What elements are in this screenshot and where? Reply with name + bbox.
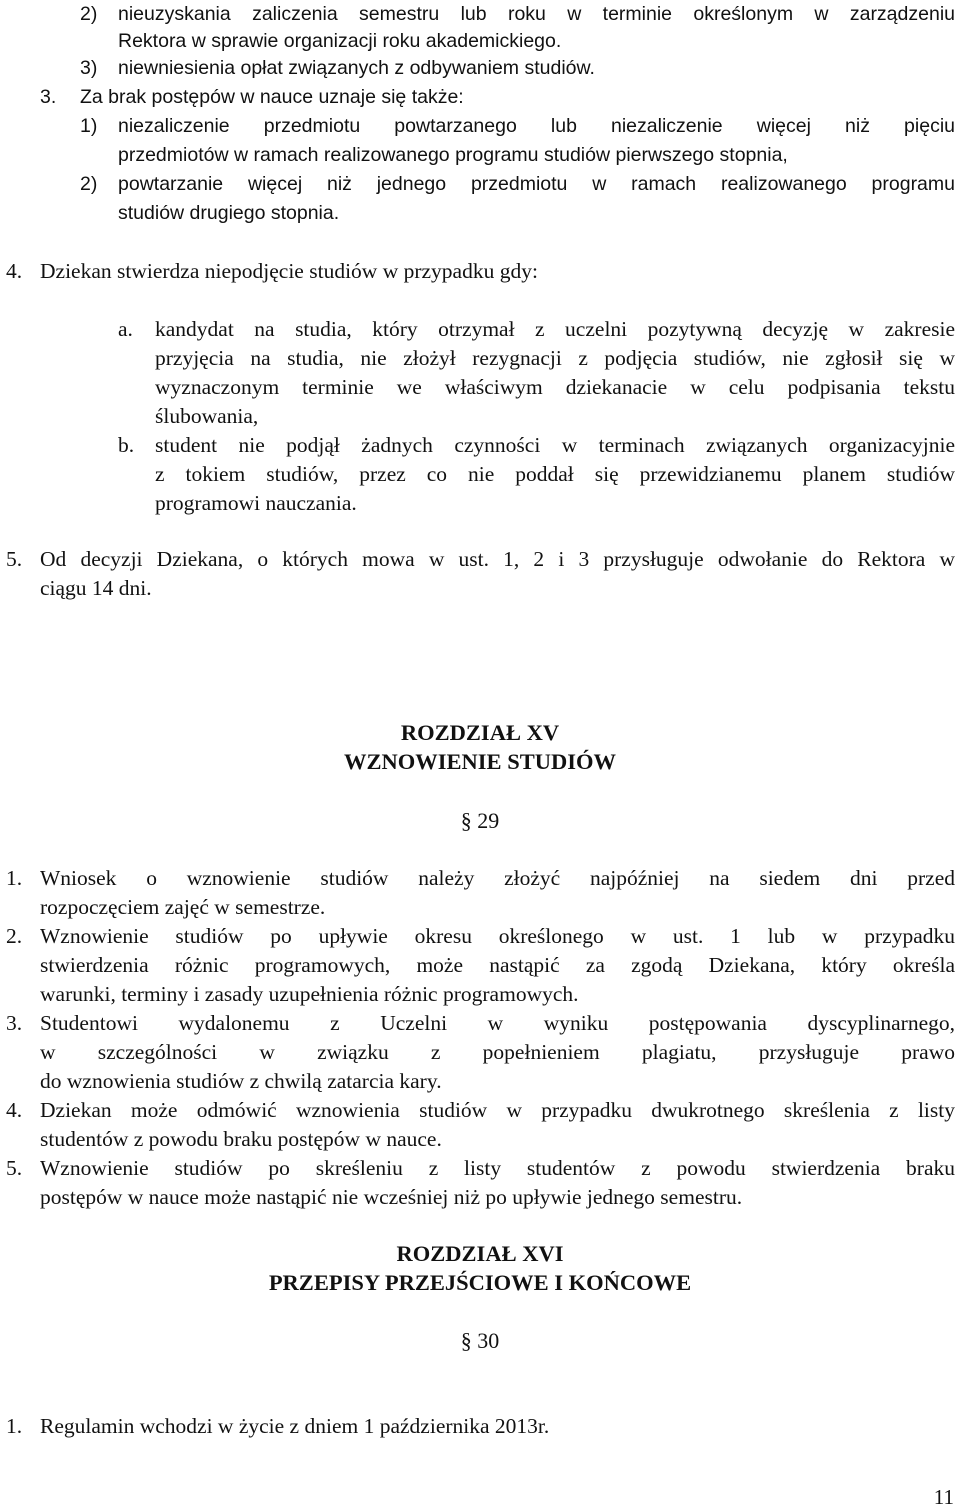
point-intro: Za brak postępów w nauce uznaje się także: xyxy=(80,86,464,108)
list-item-text: ślubowania, xyxy=(155,404,259,428)
list-item-text: przyjęcia na studia, nie złożył rezygnacji z podjęcia studiów, nie zgłosił się w xyxy=(155,346,955,370)
paragraph-text: rozpoczęciem zajęć w semestrze. xyxy=(40,895,326,919)
list-item-text: z tokiem studiów, przez co nie poddał się przewidzianemu planem studiów xyxy=(155,462,955,486)
section-mark: § 30 xyxy=(460,1328,500,1353)
chapter-title: ROZDZIAŁ XV xyxy=(400,720,560,745)
paragraph-number: 2. xyxy=(6,924,23,948)
point-text: Od decyzji Dziekana, o których mowa w ust. 1, 2 i 3 przysługuje odwołanie do Rektora w xyxy=(40,547,955,571)
paragraph-number: 3. xyxy=(6,1011,23,1035)
paragraph-text: do wznowienia studiów z chwilą zatarcia kary. xyxy=(40,1069,442,1093)
point-intro: Dziekan stwierdza niepodjęcie studiów w przypadku gdy: xyxy=(40,259,538,283)
paragraph-text: Regulamin wchodzi w życie z dniem 1 października 2013r. xyxy=(40,1414,550,1438)
list-item-text: kandydat na studia, który otrzymał z uczelni pozytywną decyzję w zakresie xyxy=(155,317,955,341)
list-number: b. xyxy=(118,433,135,457)
point-number: 4. xyxy=(6,259,23,283)
point-number: 5. xyxy=(6,547,23,571)
paragraph-number: 4. xyxy=(6,1098,23,1122)
section-mark: § 29 xyxy=(460,808,500,833)
list-item-text: Rektora w sprawie organizacji roku akademickiego. xyxy=(118,30,562,52)
point-text: ciągu 14 dni. xyxy=(40,576,152,600)
list-item-text: niewniesienia opłat związanych z odbywaniem studiów. xyxy=(118,57,595,79)
point-number: 3. xyxy=(40,86,57,108)
paragraph-text: Wznowienie studiów po upływie okresu określonego w ust. 1 lub w przypadku xyxy=(40,924,955,948)
paragraph-number: 1. xyxy=(6,1414,23,1438)
paragraph-text: stwierdzenia różnic programowych, może nastąpić za zgodą Dziekana, który określa xyxy=(40,953,955,977)
list-number: 2) xyxy=(80,173,98,195)
list-item-text: programowi nauczania. xyxy=(155,491,357,515)
list-item-text: wyznaczonym terminie we właściwym dziekanacie w celu podpisania tekstu xyxy=(155,375,955,399)
list-item-text: studiów drugiego stopnia. xyxy=(118,202,340,224)
paragraph-text: warunki, terminy i zasady uzupełnienia różnic programowych. xyxy=(40,982,579,1006)
list-item-text: przedmiotów w ramach realizowanego programu studiów pierwszego stopnia, xyxy=(118,144,788,166)
list-number: 1) xyxy=(80,115,98,137)
list-item-text: powtarzanie więcej niż jednego przedmiotu w ramach realizowanego programu xyxy=(118,173,955,195)
paragraph-text: w szczególności w związku z popełnieniem plagiatu, przysługuje prawo xyxy=(40,1040,955,1064)
chapter-subtitle: PRZEPISY PRZEJŚCIOWE I KOŃCOWE xyxy=(268,1270,692,1295)
chapter-subtitle: WZNOWIENIE STUDIÓW xyxy=(344,749,616,774)
list-number: 3) xyxy=(80,57,98,79)
paragraph-text: Studentowi wydalonemu z Uczelni w wyniku postępowania dyscyplinarnego, xyxy=(40,1011,955,1035)
paragraph-number: 1. xyxy=(6,866,23,890)
list-item-text: student nie podjął żadnych czynności w terminach związanych organizacyjnie xyxy=(155,433,955,457)
page-number: 11 xyxy=(933,1485,954,1509)
list-item-text: niezaliczenie przedmiotu powtarzanego lub niezaliczenie więcej niż pięciu xyxy=(118,115,955,137)
paragraph-number: 5. xyxy=(6,1156,23,1180)
paragraph-text: studentów z powodu braku postępów w nauce. xyxy=(40,1127,442,1151)
paragraph-text: Dziekan może odmówić wznowienia studiów w przypadku dwukrotnego skreślenia z listy xyxy=(40,1098,955,1122)
list-number: a. xyxy=(118,317,133,341)
paragraph-text: Wniosek o wznowienie studiów należy złożyć najpóźniej na siedem dni przed xyxy=(40,866,955,890)
paragraph-text: postępów w nauce może nastąpić nie wcześniej niż po upływie jednego semestru. xyxy=(40,1185,743,1209)
chapter-title: ROZDZIAŁ XVI xyxy=(396,1241,564,1266)
paragraph-text: Wznowienie studiów po skreśleniu z listy studentów z powodu stwierdzenia braku xyxy=(40,1156,955,1180)
list-number: 2) xyxy=(80,3,98,25)
list-item-text: nieuzyskania zaliczenia semestru lub roku w terminie określonym w zarządzeniu xyxy=(118,3,955,25)
